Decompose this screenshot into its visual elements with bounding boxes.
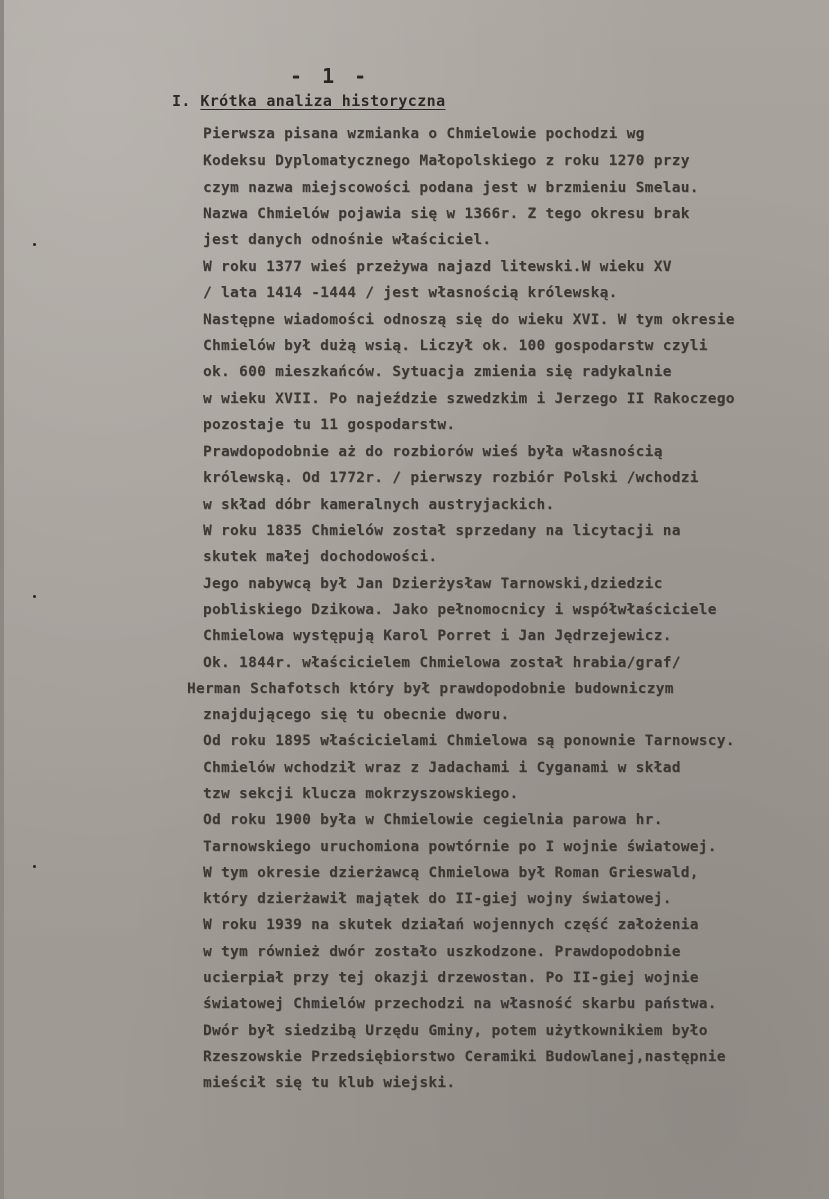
text-line: / lata 1414 -1444 / jest własnością królewską. (203, 285, 618, 301)
text-line: w wieku XVII. Po najeździe szwedzkim i Jerzego II Rakoczego (203, 391, 735, 407)
section-heading (172, 92, 446, 110)
text-line: pozostaje tu 11 gospodarstw. (203, 417, 456, 433)
text-line: mieścił się tu klub wiejski. (203, 1075, 456, 1091)
text-line: w tym również dwór zostało uszkodzone. Prawdopodobnie (203, 944, 681, 960)
text-line: Prawdopodobnie aż do rozbiorów wieś była własnością (203, 444, 663, 460)
text-line: Jego nabywcą był Jan Dzierżysław Tarnowski,dziedzic (203, 576, 663, 592)
text-line: Herman Schafotsch który był prawdopodobnie budowniczym (187, 681, 674, 697)
margin-dot (33, 595, 36, 598)
text-line: czym nazwa miejscowości podana jest w brzmieniu Smelau. (203, 180, 699, 196)
text-line: Rzeszowskie Przedsiębiorstwo Ceramiki Budowlanej,następnie (203, 1049, 726, 1065)
text-line: Od roku 1895 właścicielami Chmielowa są ponownie Tarnowscy. (203, 733, 735, 749)
text-line: Pierwsza pisana wzmianka o Chmielowie pochodzi wg (203, 126, 645, 142)
text-line: znajdującego się tu obecnie dworu. (203, 707, 510, 723)
text-line: Następne wiadomości odnoszą się do wieku XVI. W tym okresie (203, 312, 735, 328)
text-line: Chmielowa występują Karol Porret i Jan Jędrzejewicz. (203, 628, 672, 644)
section-number: I. (172, 92, 191, 110)
text-line: W roku 1377 wieś przeżywa najazd litewski.W wieku XV (203, 259, 672, 275)
text-line: Ok. 1844r. właścicielem Chmielowa został hrabia/graf/ (203, 655, 681, 671)
text-line: W roku 1939 na skutek działań wojennych część założenia (203, 917, 699, 933)
text-line: skutek małej dochodowości. (203, 549, 438, 565)
text-line: pobliskiego Dzikowa. Jako pełnomocnicy i współwłaściciele (203, 602, 717, 618)
text-line: Dwór był siedzibą Urzędu Gminy, potem użytkownikiem było (203, 1023, 708, 1039)
text-line: światowej Chmielów przechodzi na własność skarbu państwa. (203, 996, 717, 1012)
text-line: Nazwa Chmielów pojawia się w 1366r. Z tego okresu brak (203, 206, 690, 222)
page-edge-shadow (0, 0, 4, 1199)
text-line: Chmielów był dużą wsią. Liczył ok. 100 gospodarstw czyli (203, 338, 708, 354)
page-number: - 1 - (290, 64, 371, 88)
text-line: ok. 600 mieszkańców. Sytuacja zmienia się radykalnie (203, 364, 672, 380)
text-line: jest danych odnośnie właściciel. (203, 232, 492, 248)
text-line: Kodeksu Dyplomatycznego Małopolskiego z roku 1270 przy (203, 153, 690, 169)
text-line: królewską. Od 1772r. / pierwszy rozbiór Polski /wchodzi (203, 470, 699, 486)
text-line: Chmielów wchodził wraz z Jadachami i Cyganami w skład (203, 760, 681, 776)
text-line: w skład dóbr kameralnych austryjackich. (203, 497, 555, 513)
text-line: Tarnowskiego uruchomiona powtórnie po I wojnie światowej. (203, 839, 717, 855)
text-line: W tym okresie dzierżawcą Chmielowa był Roman Grieswald, (203, 865, 699, 881)
text-line: W roku 1835 Chmielów został sprzedany na licytacji na (203, 523, 681, 539)
section-title: Krótka analiza historyczna (200, 92, 446, 110)
text-line: ucierpiał przy tej okazji drzewostan. Po II-giej wojnie (203, 970, 699, 986)
text-line: tzw sekcji klucza mokrzyszowskiego. (203, 786, 519, 802)
margin-dot (33, 865, 36, 868)
text-line: który dzierżawił majątek do II-giej wojny światowej. (203, 891, 672, 907)
text-line: Od roku 1900 była w Chmielowie cegielnia parowa hr. (203, 812, 663, 828)
margin-dot (33, 243, 36, 246)
